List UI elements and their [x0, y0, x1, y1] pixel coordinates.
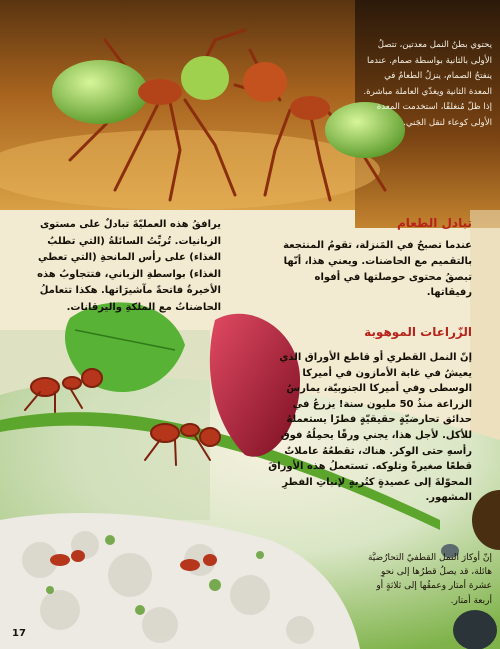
ant-left-abdomen	[52, 60, 148, 124]
section-food-title: تبادل الطعام	[396, 216, 472, 230]
section-farms-body: إنّ النمل القطري أو قاطع الأوراق الذي يعيشُ في غابة الأمازون في أميركا الوسطى وفي أميركا الجنوبيّة، يمارسُ الزراعة منذُ 50 مليون سنة! يزرعُ في حدائق تحارضيّةٍ حقيقيّةٍ فطرًا يستعملهُ للأكل. لأجل هذا، يجني ورقًا يحمِلُهُ فوق رأسهِ حتى الوكر. هناك، تقطعُهُ عاملاتٌ قطعًا صغيرةً وتلوكه. تستعملُ هذه الأوراقَ المحوّلةَ إلى عصيدةٍ كتُربةٍ لإنباتِ الفطرِ المشهور.	[268, 352, 472, 504]
nest-size-caption: إنّ أوكارَ النمل القطفيّ التحارُضيَّة هائلة، قد يصلُ قطرُها إلى نحوِ عشرة أمتار وعمقُها إلى ثلاثةٍ أو أربعة أمتار.	[367, 553, 492, 606]
feeding-caption: يحتوي بطنُ النمل معدتين، تتصلُ الأولى بالثانية بواسطة صمام. عندما ينفتحُ الصمام، ينزلُ الطعامُ في المعدة الثانية ويغذّي العاملة مباشرة. إذا ظلّ مُنغلقًا، استخدمت المعدة الأولى كوعاء لنقل الجَني.	[363, 40, 492, 128]
section-farms-title: الزّراعات الموهوبة	[364, 325, 472, 339]
ant-right-head	[243, 62, 287, 102]
page-number: 17	[12, 628, 26, 639]
ant-left-head	[181, 56, 229, 100]
section-food-body: عندما تصبحُ في المَنزلة، تقومُ المنتجعة بالتقميم مع الحاضنات. ويعني هذا، أنّها تبصقُ محتوى حوصلتها في أفواه رفيقاتها.	[283, 240, 472, 299]
antenna-ritual-text: يرافقُ هذه العمليّةَ تبادلٌ على مستوى الزبانيات. تُربِّتُ السائلةُ (التي تطلبُ الغذاء) على رأس المانحةِ (التي تعطي الغذاء) بواسطةِ الزباني، فتتجاوبُ هذه الأخيرةُ فاتحةً مآشيرَاتها. هكذا تتعاملُ الحاضناتُ مع الملكةِ واليرقانات.	[37, 219, 221, 313]
